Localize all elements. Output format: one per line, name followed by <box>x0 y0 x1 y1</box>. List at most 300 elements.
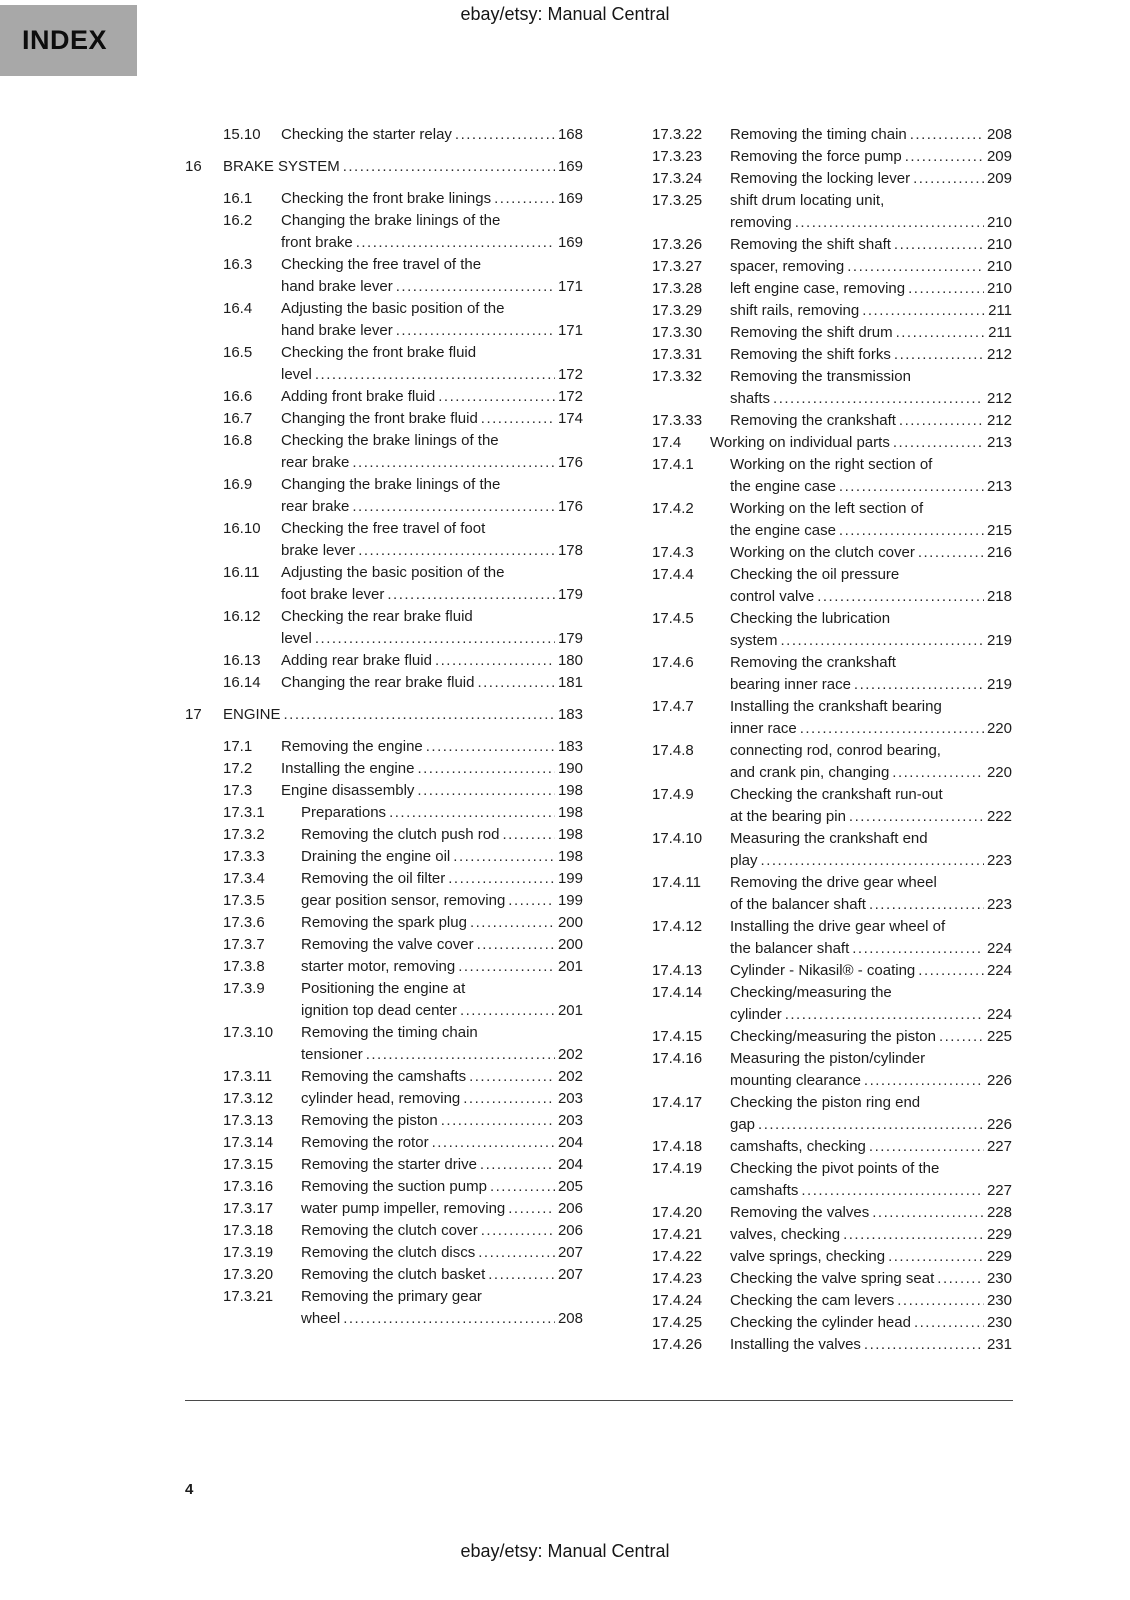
toc-entry-page: 183 <box>557 738 583 755</box>
toc-entry <box>223 1154 583 1176</box>
toc-entry-body <box>730 1026 1012 1048</box>
toc-entry-last-line <box>730 542 1012 564</box>
toc-entry <box>223 802 583 824</box>
toc-entry-page: 216 <box>986 544 1012 561</box>
leader-dots <box>458 956 555 978</box>
toc-entry-number: 17.4.2 <box>652 500 694 517</box>
toc-entry-page: 201 <box>557 958 583 975</box>
toc-entry-number: 17.3.12 <box>223 1090 274 1107</box>
leader-dots <box>284 704 555 726</box>
toc-entry-title-line: Checking the oil pressure <box>730 566 900 583</box>
toc-entry-number: 17.3.28 <box>652 280 703 297</box>
toc-entry-number: 17.4.21 <box>652 1226 703 1243</box>
toc-entry-title: left engine case, removing <box>730 280 906 297</box>
toc-entry-last-line <box>281 408 583 430</box>
toc-entry-number: 16.9 <box>223 476 253 493</box>
leader-dots <box>453 846 555 868</box>
toc-entry-number: 17.4.17 <box>652 1094 703 1111</box>
toc-entry <box>652 1136 1012 1158</box>
toc-entry-page: 176 <box>557 454 583 471</box>
toc-entry-number: 17.4.5 <box>652 610 694 627</box>
toc-entry-last-line <box>301 802 583 824</box>
toc-entry-body <box>301 956 583 978</box>
toc-entry-body <box>281 758 583 780</box>
toc-entry-title: hand brake lever <box>281 278 393 295</box>
leader-dots <box>315 628 555 650</box>
toc-entry-number: 17.3.13 <box>223 1112 274 1129</box>
leader-dots <box>460 1000 555 1022</box>
toc-entry-body <box>281 342 583 386</box>
toc-entry-title: Removing the clutch cover <box>301 1222 478 1239</box>
toc-entry-title: Removing the spark plug <box>301 914 467 931</box>
toc-entry-last-line <box>281 188 583 210</box>
leader-dots <box>869 894 984 916</box>
toc-entry <box>223 1066 583 1088</box>
toc-entry-title: Preparations <box>301 804 387 821</box>
toc-entry-page: 198 <box>557 848 583 865</box>
toc-entry-last-line <box>301 824 583 846</box>
toc-entry-page: 210 <box>986 258 1012 275</box>
toc-entry-last-line <box>730 586 1012 608</box>
toc-entry-number: 16.2 <box>223 212 253 229</box>
toc-entry <box>223 430 583 474</box>
toc-entry-title-line: Checking the front brake fluid <box>281 344 477 361</box>
toc-entry-title-line: Working on the left section of <box>730 500 924 517</box>
toc-entry-number: 17.4 <box>652 434 682 451</box>
toc-entry-body <box>281 386 583 408</box>
toc-entry-number: 17.3.10 <box>223 1024 274 1041</box>
toc-entry-number: 17.4.8 <box>652 742 694 759</box>
toc-entry-body <box>301 890 583 912</box>
toc-entry-page: 208 <box>986 126 1012 143</box>
toc-entry-body <box>730 410 1012 432</box>
toc-entry-number: 17.2 <box>223 760 253 777</box>
toc-entry <box>223 868 583 890</box>
toc-entry <box>652 168 1012 190</box>
toc-entry-title: spacer, removing <box>730 258 845 275</box>
leader-dots <box>888 1246 984 1268</box>
toc-entry-number: 16.5 <box>223 344 253 361</box>
toc-entry-title: system <box>730 632 778 649</box>
toc-entry-title: water pump impeller, removing <box>301 1200 506 1217</box>
toc-entry <box>652 652 1012 696</box>
toc-entry-number: 16.14 <box>223 674 261 691</box>
toc-entry-title: shift rails, removing <box>730 302 860 319</box>
toc-entry-title: Removing the timing chain <box>730 126 907 143</box>
toc-entry-page: 212 <box>986 412 1012 429</box>
toc-entry-title: front brake <box>281 234 353 251</box>
toc-entry-page: 223 <box>986 896 1012 913</box>
toc-entry <box>223 956 583 978</box>
toc-entry-last-line <box>730 894 1012 916</box>
toc-entry-title: valves, checking <box>730 1226 841 1243</box>
toc-entry-title: Checking the valve spring seat <box>730 1270 935 1287</box>
toc-entry <box>652 432 1012 454</box>
toc-entry-page: 228 <box>986 1204 1012 1221</box>
leader-dots <box>773 388 984 410</box>
toc-entry-number: 17.4.3 <box>652 544 694 561</box>
toc-entry-title: Draining the engine oil <box>301 848 451 865</box>
toc-entry <box>652 542 1012 564</box>
toc-entry-body <box>223 704 583 726</box>
leader-dots <box>508 1198 555 1220</box>
toc-entry-last-line <box>730 300 1012 322</box>
toc-entry-body <box>281 562 583 606</box>
toc-entry <box>223 518 583 562</box>
toc-entry-body <box>730 344 1012 366</box>
toc-entry <box>223 562 583 606</box>
leader-dots <box>905 146 984 168</box>
toc-entry-number: 17.3.9 <box>223 980 265 997</box>
toc-entry <box>223 978 583 1022</box>
toc-entry-last-line <box>301 1220 583 1242</box>
toc-entry-title-line: Installing the drive gear wheel of <box>730 918 946 935</box>
toc-entry-body <box>301 1088 583 1110</box>
toc-entry <box>652 828 1012 872</box>
toc-entry-title: the balancer shaft <box>730 940 850 957</box>
toc-entry-title: Removing the clutch push rod <box>301 826 500 843</box>
toc-entry-title-line: Adjusting the basic position of the <box>281 300 505 317</box>
toc-entry-last-line <box>301 868 583 890</box>
toc-entry-number: 17.3.27 <box>652 258 703 275</box>
toc-entry <box>223 846 583 868</box>
toc-entry-last-line <box>730 630 1012 652</box>
toc-entry <box>652 300 1012 322</box>
toc-entry-title-line: Checking the lubrication <box>730 610 891 627</box>
page-number: 4 <box>185 1481 194 1498</box>
leader-dots <box>352 496 555 518</box>
toc-entry-page: 206 <box>557 1222 583 1239</box>
toc-entry-title: tensioner <box>301 1046 363 1063</box>
toc-entry <box>652 1158 1012 1202</box>
toc-entry-title: Removing the locking lever <box>730 170 911 187</box>
toc-entry <box>652 278 1012 300</box>
leader-dots <box>913 168 984 190</box>
toc-entry-body <box>730 1136 1012 1158</box>
toc-entry-last-line <box>301 1110 583 1132</box>
leader-dots <box>470 912 555 934</box>
toc-entry <box>223 474 583 518</box>
toc-entry-last-line <box>730 674 1012 696</box>
toc-entry-title-line: Checking the free travel of foot <box>281 520 486 537</box>
toc-entry-number: 17.3.11 <box>223 1068 272 1085</box>
toc-entry-title: of the balancer shaft <box>730 896 866 913</box>
leader-dots <box>481 408 555 430</box>
toc-entry-body <box>281 736 583 758</box>
leader-dots <box>352 452 555 474</box>
toc-entry-number: 17.4.25 <box>652 1314 703 1331</box>
leader-dots <box>839 520 984 542</box>
toc-entry-body <box>281 254 583 298</box>
leader-dots <box>896 322 986 344</box>
leader-dots <box>897 1290 984 1312</box>
toc-entry <box>652 256 1012 278</box>
toc-entry-title: Checking/measuring the piston <box>730 1028 936 1045</box>
toc-entry-title: camshafts, checking <box>730 1138 866 1155</box>
toc-entry-number: 17.4.20 <box>652 1204 703 1221</box>
toc-entry <box>652 454 1012 498</box>
toc-entry-title: Working on the clutch cover <box>730 544 915 561</box>
toc-entry-body <box>301 802 583 824</box>
toc-entry-body <box>730 784 1012 828</box>
toc-entry-title: shafts <box>730 390 771 407</box>
toc-entry-title: Checking the starter relay <box>281 126 452 143</box>
leader-dots <box>396 320 555 342</box>
index-label: INDEX <box>22 25 108 55</box>
toc-entry-title: Removing the valve cover <box>301 936 474 953</box>
toc-entry-last-line <box>281 650 583 672</box>
toc-entry-page: 178 <box>557 542 583 559</box>
toc-entry-title: brake lever <box>281 542 356 559</box>
toc-entry-title: Checking the front brake linings <box>281 190 492 207</box>
toc-entry-number: 17.4.22 <box>652 1248 703 1265</box>
toc-entry-body <box>730 696 1012 740</box>
toc-entry-title-line: Removing the primary gear <box>301 1288 482 1305</box>
toc-entry-page: 230 <box>986 1292 1012 1309</box>
toc-entry <box>223 342 583 386</box>
toc-entry-page: 211 <box>988 302 1012 319</box>
toc-entry-last-line <box>281 452 583 474</box>
toc-entry-last-line <box>301 1088 583 1110</box>
toc-entry-last-line <box>730 410 1012 432</box>
toc-entry-page: 222 <box>986 808 1012 825</box>
toc-entry-number: 17.4.1 <box>652 456 694 473</box>
toc-entry-number: 17.3.26 <box>652 236 703 253</box>
toc-entry-last-line <box>281 780 583 802</box>
toc-entry-number: 17.3 <box>223 782 253 799</box>
toc-entry <box>652 740 1012 784</box>
toc-entry-number: 16.8 <box>223 432 253 449</box>
toc-entry-body <box>301 1154 583 1176</box>
toc-entry-last-line <box>730 1180 1012 1202</box>
toc-entry-title: Adding front brake fluid <box>281 388 436 405</box>
toc-entry-title: BRAKE SYSTEM <box>223 158 340 175</box>
toc-entry-title: Removing the oil filter <box>301 870 446 887</box>
toc-entry-number: 17.3.23 <box>652 148 703 165</box>
toc-entry-title: Removing the clutch basket <box>301 1266 486 1283</box>
toc-entry <box>223 1220 583 1242</box>
leader-dots <box>893 432 984 454</box>
toc-entry <box>652 498 1012 542</box>
toc-entry-title: Installing the valves <box>730 1336 861 1353</box>
toc-entry-title: the engine case <box>730 478 836 495</box>
toc-entry-title-line: Checking the brake linings of the <box>281 432 499 449</box>
toc-entry-title: hand brake lever <box>281 322 393 339</box>
toc-entry-body <box>730 1246 1012 1268</box>
toc-entry-last-line <box>730 234 1012 256</box>
toc-entry <box>223 736 583 758</box>
toc-entry-title: Removing the piston <box>301 1112 438 1129</box>
toc-entry-body <box>301 912 583 934</box>
toc-entry-page: 212 <box>986 346 1012 363</box>
toc-entry-page: 198 <box>557 804 583 821</box>
toc-entry-title: Removing the rotor <box>301 1134 429 1151</box>
toc-entry-body <box>730 366 1012 410</box>
toc-entry <box>223 780 583 802</box>
toc-entry-body <box>281 430 583 474</box>
toc-entry <box>223 934 583 956</box>
toc-entry <box>652 960 1012 982</box>
toc-entry-page: 169 <box>557 190 583 207</box>
leader-dots <box>914 1312 984 1334</box>
leader-dots <box>441 1110 555 1132</box>
toc-entry <box>223 758 583 780</box>
toc-entry <box>652 1312 1012 1334</box>
toc-entry-body <box>223 156 583 178</box>
toc-entry-title: and crank pin, changing <box>730 764 890 781</box>
toc-entry-body <box>730 168 1012 190</box>
toc-entry-page: 172 <box>557 366 583 383</box>
toc-entry-last-line <box>730 322 1012 344</box>
toc-entry-body <box>730 872 1012 916</box>
toc-entry-title-line: Checking the free travel of the <box>281 256 482 273</box>
toc-entry-page: 179 <box>557 586 583 603</box>
toc-entry-title: level <box>281 630 312 647</box>
leader-dots <box>448 868 555 890</box>
toc-entry-body <box>730 828 1012 872</box>
toc-entry-title-line: connecting rod, conrod bearing, <box>730 742 941 759</box>
toc-entry-body <box>301 1286 583 1330</box>
leader-dots <box>387 584 555 606</box>
toc-entry-body <box>730 124 1012 146</box>
toc-entry-page: 220 <box>986 720 1012 737</box>
toc-entry-title-line: Checking the pivot points of the <box>730 1160 940 1177</box>
toc-entry-last-line <box>730 1334 1012 1356</box>
toc-entry-number: 17.4.12 <box>652 918 703 935</box>
toc-entry-last-line <box>301 1176 583 1198</box>
toc-entry-title: rear brake <box>281 454 350 471</box>
leader-dots <box>795 212 984 234</box>
toc-entry-number: 17.4.9 <box>652 786 694 803</box>
toc-entry-body <box>730 1334 1012 1356</box>
toc-entry-last-line <box>223 704 583 726</box>
toc-entry-last-line <box>730 256 1012 278</box>
toc-entry-last-line <box>281 736 583 758</box>
toc-entry-page: 204 <box>557 1134 583 1151</box>
toc-entry-body <box>301 824 583 846</box>
toc-entry <box>223 1110 583 1132</box>
toc-entry-title: Adding rear brake fluid <box>281 652 432 669</box>
leader-dots <box>389 802 555 824</box>
toc-entry-body <box>301 846 583 868</box>
leader-dots <box>480 1154 555 1176</box>
toc-entry-page: 224 <box>986 940 1012 957</box>
toc-entry-last-line <box>301 1308 583 1330</box>
toc-entry <box>652 1092 1012 1136</box>
toc-entry-body <box>730 916 1012 960</box>
leader-dots <box>417 780 555 802</box>
toc-entry-body <box>281 298 583 342</box>
toc-entry-body <box>730 652 1012 696</box>
toc-entry-last-line <box>730 718 1012 740</box>
toc-entry-title: Removing the clutch discs <box>301 1244 476 1261</box>
toc-entry-page: 213 <box>986 434 1012 451</box>
toc-entry-body <box>730 322 1012 344</box>
toc-entry-last-line <box>301 1198 583 1220</box>
toc-entry-last-line <box>301 846 583 868</box>
leader-dots <box>800 718 984 740</box>
toc-entry-page: 203 <box>557 1090 583 1107</box>
toc-entry-last-line <box>730 124 1012 146</box>
toc-entry-body <box>730 740 1012 784</box>
toc-entry <box>223 1198 583 1220</box>
toc-entry-body <box>281 650 583 672</box>
toc-entry-title-line: Removing the crankshaft <box>730 654 896 671</box>
toc-entry-last-line <box>281 124 583 146</box>
toc-entry-page: 226 <box>986 1116 1012 1133</box>
toc-entry-last-line <box>730 850 1012 872</box>
toc-entry-title: Checking the cylinder head <box>730 1314 911 1331</box>
leader-dots <box>894 234 984 256</box>
toc-entry-body <box>730 1158 1012 1202</box>
leader-dots <box>455 124 555 146</box>
toc-entry-page: 215 <box>986 522 1012 539</box>
toc-entry-last-line <box>301 890 583 912</box>
leader-dots <box>817 586 984 608</box>
toc-entry-number: 17.3.17 <box>223 1200 274 1217</box>
toc-entry-page: 223 <box>986 852 1012 869</box>
toc-entry-title: the engine case <box>730 522 836 539</box>
toc-entry-last-line <box>730 476 1012 498</box>
toc-entry-title-line: Installing the crankshaft bearing <box>730 698 942 715</box>
toc-entry-page: 208 <box>557 1310 583 1327</box>
toc-entry-last-line <box>730 520 1012 542</box>
toc-column-2 <box>614 124 1012 1356</box>
toc-entry-number: 17.4.16 <box>652 1050 703 1067</box>
leader-dots <box>761 850 984 872</box>
toc-entry-body <box>730 564 1012 608</box>
toc-entry-page: 220 <box>986 764 1012 781</box>
leader-dots <box>396 276 555 298</box>
toc-entry-body <box>730 1048 1012 1092</box>
toc-entry-page: 224 <box>986 1006 1012 1023</box>
toc-entry-body <box>730 1092 1012 1136</box>
toc-entry <box>652 982 1012 1026</box>
toc-entry-last-line <box>281 584 583 606</box>
toc-entry <box>223 1242 583 1264</box>
toc-entry-title: ENGINE <box>223 706 281 723</box>
toc-entry-last-line <box>730 1114 1012 1136</box>
toc-entry-body <box>730 608 1012 652</box>
table-of-contents <box>185 124 1012 1356</box>
toc-entry-number: 17.3.24 <box>652 170 703 187</box>
toc-entry-title: play <box>730 852 758 869</box>
toc-entry-last-line <box>223 156 583 178</box>
toc-entry-number: 17.3.14 <box>223 1134 274 1151</box>
toc-entry-title: Removing the starter drive <box>301 1156 477 1173</box>
toc-entry-body <box>730 1312 1012 1334</box>
toc-entry-last-line <box>301 1132 583 1154</box>
toc-entry <box>223 1286 583 1330</box>
leader-dots <box>502 824 555 846</box>
leader-dots <box>847 256 984 278</box>
leader-dots <box>494 188 555 210</box>
toc-entry <box>652 1048 1012 1092</box>
toc-entry <box>652 872 1012 916</box>
toc-entry-page: 207 <box>557 1244 583 1261</box>
leader-dots <box>918 960 984 982</box>
toc-entry-last-line <box>301 1044 583 1066</box>
toc-entry <box>223 1264 583 1286</box>
toc-entry-body <box>301 934 583 956</box>
index-box <box>0 5 137 76</box>
toc-entry <box>223 1088 583 1110</box>
leader-dots <box>862 300 985 322</box>
toc-entry-number: 17.4.4 <box>652 566 694 583</box>
leader-dots <box>852 938 984 960</box>
leader-dots <box>469 1066 555 1088</box>
toc-entry-title-line: Adjusting the basic position of the <box>281 564 505 581</box>
